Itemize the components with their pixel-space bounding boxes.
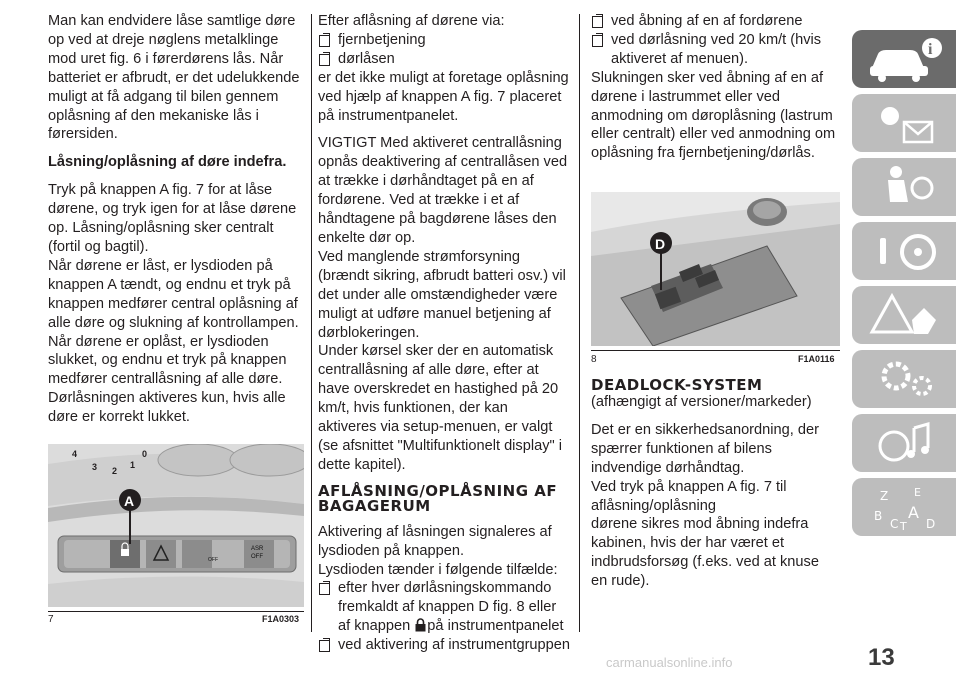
maintenance-icon	[862, 354, 946, 404]
column-2	[318, 12, 570, 655]
paragraph-no-unlock: er det ikke muligt at foretage oplåsning ved hjælp af knappen A fig. 7 placeret på instrumentpanelet.	[318, 69, 569, 124]
dial-label-2: 2	[112, 466, 118, 476]
paragraph-locked-led: Når dørene er låst, er lysdioden på knappen A tændt, og endnu et tryk på knappen medfører central oplåsning af alle døre og slukning af kontrollampen.	[48, 257, 299, 331]
paragraph-deadlock-desc: Det er en sikkerhedsanordning, der spærrer funktionen af bilens indvendige dørhåndtag.	[591, 421, 819, 476]
paragraph-no-power: Ved manglende strømforsyning (brændt sikring, afbrudt batteri osv.) vil det under alle omstændigheder være muligt at udføre manuel betjening af dørblokeringen.	[318, 248, 566, 341]
figure-8-number: 8	[591, 354, 597, 365]
column-3	[591, 12, 839, 163]
paragraph-versions: (afhængigt af versioner/markeder)	[591, 394, 812, 410]
tab-starting[interactable]	[852, 222, 956, 280]
paragraph-button-a: Tryk på knappen A fig. 7 for at låse dørene, og tryk igen for at låse dørene op. Låsning/oplåsning sker centralt (fortil og bagtil).	[48, 182, 297, 255]
paragraph-battery: Man kan endvidere låse samtlige døre op ved at dreje nøglens metalklinge mod uret fig. 6 i førerdørens lås. Når batteriet er afbrudt, er det udelukkende muligt at få adgang til bilen gennem oplåsning af den mekaniske lås i førersiden.	[48, 13, 300, 143]
dial-label-1: 1	[130, 460, 136, 470]
off-label: OFF	[208, 557, 218, 563]
tab-multimedia[interactable]	[852, 414, 956, 472]
safety-icon	[862, 162, 946, 212]
index-letter-d: D	[926, 517, 936, 531]
index-letter-e: E	[914, 486, 921, 499]
tab-lights[interactable]	[852, 94, 956, 152]
tab-emergency[interactable]	[852, 350, 956, 408]
dial-label-4: 4	[72, 449, 78, 459]
index-letter-b: B	[874, 509, 883, 523]
figure-8-rule	[591, 350, 840, 351]
tab-safety[interactable]	[852, 158, 956, 216]
door-panel-illustration	[591, 192, 840, 346]
index-letter-z: Z	[880, 489, 889, 503]
asr-off-label: OFF	[251, 554, 263, 560]
tab-car-info[interactable]	[852, 30, 956, 88]
callout-d: D	[655, 236, 666, 252]
dial-label-3: 3	[92, 462, 98, 472]
paragraph-after-locking: Efter aflåsning af dørene via:	[318, 13, 505, 29]
asr-label: ASR	[251, 546, 264, 552]
paragraph-auto-lock: Under kørsel sker der en automatisk centrallåsning af alle døre, efter at have overskredet en hastighed på 20 km/t, hvis funktionen, der kan aktiveres via setup-menuen, er valgt (se afsnittet "Multifunktionelt display" i dette kapitel).	[318, 343, 562, 473]
paragraph-led-cases: Lysdioden tænder i følgende tilfælde:	[318, 561, 558, 578]
steering-icon	[862, 226, 946, 276]
column-separator-1	[311, 14, 312, 632]
warning-icon	[862, 290, 946, 340]
watermark: carmanualsonline.info	[606, 655, 733, 670]
bullet-20kmh: ved dørlåsning ved 20 km/t (hvis aktiveret af menuen).	[591, 31, 839, 69]
callout-a: A	[124, 493, 135, 509]
column-separator-2	[579, 14, 580, 632]
figure-8-code: F1A0116	[798, 354, 835, 364]
paragraph-unlocked-led: Når dørene er oplåst, er lysdioden slukket, og endnu et tryk på knappen medfører centrallåsning af alle døre.	[48, 333, 287, 388]
paragraph-deadlock-secure: dørene sikres mod åbning indefra kabinen, hvis der har været et indbrudsforsøg (f.eks. ved at knuse en rude).	[591, 516, 819, 590]
bullet-front-door: ved åbning af en af fordørene	[591, 12, 839, 31]
heading-boot-locking: AFLÅSNING/OPLÅSNING AF BAGAGERUM	[318, 481, 558, 515]
column-1	[48, 12, 306, 427]
bullet-after-command-text: efter hver dørlåsningskommando fremkaldt af knappen D fig. 8 eller af knappen	[338, 580, 557, 635]
figure-8-door-panel	[591, 192, 840, 346]
index-icon	[862, 482, 946, 532]
svg-text:i: i	[928, 41, 933, 58]
car-info-icon	[862, 34, 946, 84]
tab-index[interactable]	[852, 478, 956, 536]
bullet-remote: fjernbetjening	[318, 31, 570, 50]
figure-7-rule	[48, 611, 304, 612]
page-number: 13	[868, 644, 895, 671]
bullet-door-lock: dørlåsen	[318, 50, 570, 69]
figure-7-number: 7	[48, 614, 54, 625]
paragraph-doors-closed: Dørlåsningen aktiveres kun, hvis alle døre er korrekt lukket.	[48, 390, 286, 426]
paragraph-led-signal: Aktivering af låsningen signaleres af lysdioden på knappen.	[318, 523, 552, 559]
paragraph-led-off: Slukningen sker ved åbning af en af dørene i lastrummet eller ved anmodning om døroplåsning (lastrum eller centralt) eller ved anmodning om oplåsning fra fjernbetjening/dørlås.	[591, 69, 836, 162]
bullet-after-command-text-end: på instrumentpanelet	[427, 618, 564, 635]
dial-label-0: 0	[142, 449, 148, 459]
heading-interior-locking: Låsning/oplåsning af døre indefra.	[48, 154, 287, 171]
lights-icon	[862, 98, 946, 148]
multimedia-icon	[862, 418, 946, 468]
bullet-instrument-cluster: ved aktivering af instrumentgruppen	[318, 636, 570, 655]
bullet-after-command	[318, 579, 570, 636]
figure-7-dashboard-buttons	[48, 444, 304, 607]
index-letter-c: C	[890, 517, 899, 531]
figure-7-code: F1A0303	[262, 614, 300, 624]
index-letter-t: T	[900, 520, 907, 532]
paragraph-deadlock-press: Ved tryk på knappen A fig. 7 til aflåsning/oplåsning	[591, 478, 787, 514]
paragraph-important: VIGTIGT Med aktiveret centrallåsning opnås deaktivering af centrallåsen ved at trække i dørhåndtaget på en af fordørene. Ved at trække i et af håndtagene på bagdørene låses den enkelte dør op.	[318, 135, 568, 246]
heading-deadlock: DEADLOCK-SYSTEM	[591, 376, 763, 394]
tab-warnings[interactable]	[852, 286, 956, 344]
dashboard-illustration	[48, 444, 304, 607]
index-letter-a: A	[908, 503, 919, 522]
column-3-lower	[591, 378, 839, 591]
padlock-icon	[415, 618, 426, 632]
